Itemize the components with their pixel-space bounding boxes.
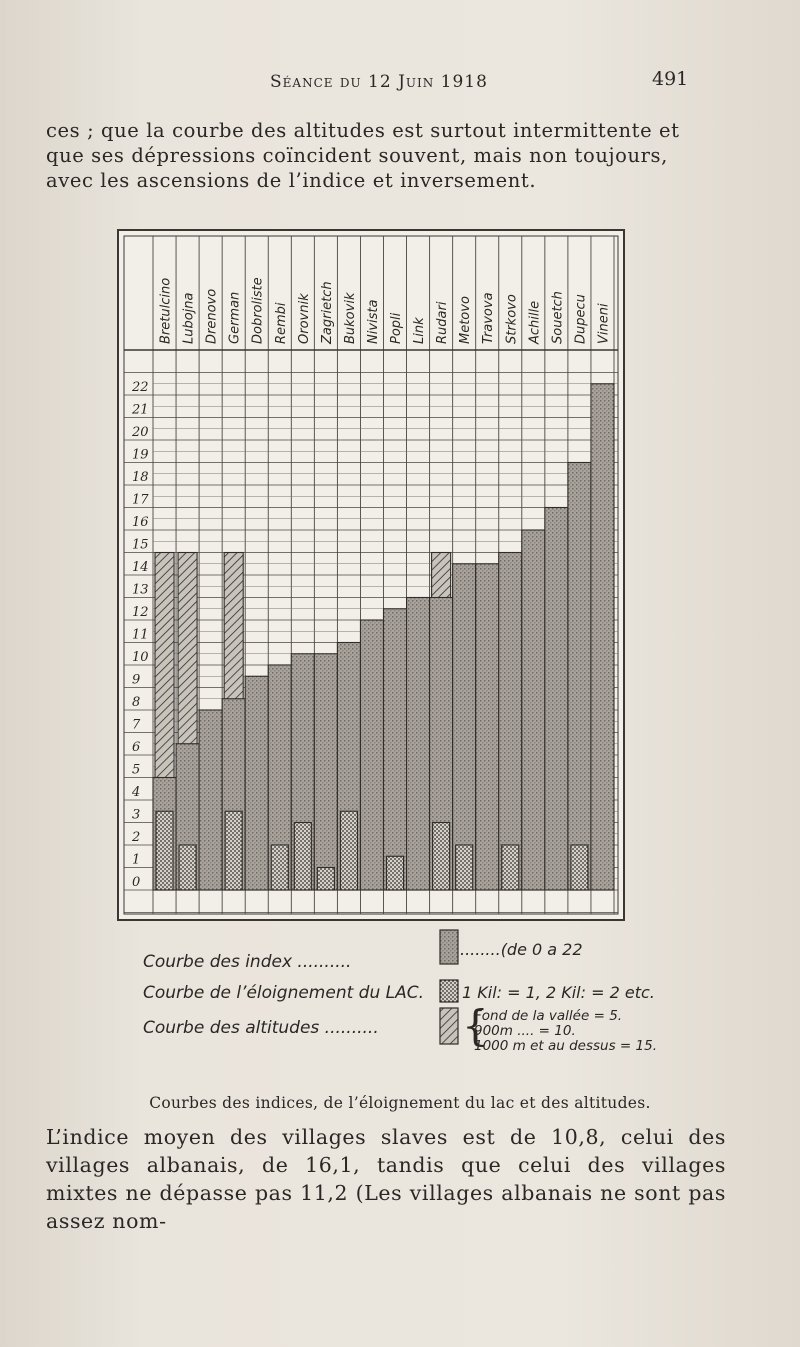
legend-note-altitude: 900m .... = 10. <box>474 1023 576 1039</box>
legend <box>143 930 657 1054</box>
legend-swatch-altitude <box>440 1008 458 1044</box>
legend-note-lake: 1 Kil: = 1, 2 Kil: = 2 etc. <box>462 983 655 1002</box>
intro-paragraph: ces ; que la courbe des altitudes est surtout intermittente et que ses dépressions coïncident souvent, mais non toujours, avec les ascensions de l’indice et inversement. <box>46 119 680 192</box>
y-tick-label: 16 <box>132 515 149 530</box>
category-label: Drenovo <box>204 288 220 344</box>
y-tick-label: 7 <box>132 717 141 733</box>
y-tick-label: 17 <box>132 492 149 508</box>
y-tick-label: 2 <box>132 830 141 845</box>
y-tick-label: 13 <box>132 582 149 598</box>
legend-brace: { <box>462 1001 489 1050</box>
bar-stipple <box>476 564 499 890</box>
legend-note-index: ........(de 0 a 22 <box>460 940 583 959</box>
bar-stipple <box>199 710 222 890</box>
legend-swatch-index <box>440 930 458 964</box>
y-tick-label: 0 <box>132 875 141 890</box>
category-label: Vineni <box>596 303 612 344</box>
category-label: Dobroliste <box>250 277 266 344</box>
bar-dots <box>271 845 288 890</box>
legend-note-altitude: Fond de la vallée = 5. <box>474 1008 623 1024</box>
bar-dots <box>571 845 588 890</box>
y-tick-label: 19 <box>132 447 149 463</box>
legend-label-altitude: Courbe des altitudes .......... <box>143 1018 379 1038</box>
y-tick-label: 6 <box>132 740 141 755</box>
category-label: Rembi <box>273 302 289 344</box>
figure-caption: Courbes des indices, de l’éloignement du lac et des altitudes. <box>149 1094 651 1112</box>
category-label: Travova <box>481 292 497 344</box>
y-tick-label: 10 <box>132 650 149 665</box>
y-tick-label: 11 <box>132 627 149 643</box>
bar-dots <box>225 811 242 890</box>
y-tick-label: 20 <box>132 425 149 440</box>
category-label: Metovo <box>458 296 474 344</box>
category-label: German <box>227 291 243 344</box>
bar-stipple <box>568 463 591 891</box>
bar-dots <box>456 845 473 890</box>
y-tick-label: 8 <box>132 695 141 710</box>
y-tick-label: 18 <box>132 470 149 485</box>
y-tick-label: 3 <box>132 807 141 823</box>
bar-stipple <box>499 553 522 891</box>
bar-dots <box>387 856 404 890</box>
bar-stipple <box>407 598 430 891</box>
y-tick-label: 4 <box>132 785 141 800</box>
category-label: Popli <box>389 312 405 344</box>
bar-stipple <box>360 620 383 890</box>
bar-stipple <box>453 564 476 890</box>
y-tick-label: 12 <box>132 605 149 620</box>
bar-stipple <box>384 609 407 890</box>
category-label: Zagrietch <box>319 281 335 344</box>
category-label: Nivista <box>365 299 381 344</box>
category-label: Link <box>412 317 428 344</box>
y-tick-label: 1 <box>132 852 141 868</box>
legend-label-lake: Courbe de l’éloignement du LAC. <box>143 983 425 1003</box>
bar-stipple <box>522 530 545 890</box>
y-tick-label: 21 <box>132 402 149 418</box>
closing-paragraph: L’indice moyen des villages slaves est de 10,8, celui des villages albanais, de 16,1, tandis que celui des villages mixtes ne dépasse pas 11,2 (Les villages albanais ne sont pas assez nom- <box>46 1125 726 1233</box>
bar-dots <box>179 845 196 890</box>
bar-dots <box>156 811 173 890</box>
y-tick-label: 15 <box>132 537 149 553</box>
y-tick-label: 22 <box>132 380 149 395</box>
legend-label-index: Courbe des index .......... <box>143 952 352 972</box>
bar-dots <box>317 868 334 891</box>
bar-dots <box>294 823 311 891</box>
category-label: Strkovo <box>504 294 520 344</box>
y-tick-label: 14 <box>132 560 149 575</box>
bar-dots <box>502 845 519 890</box>
running-title: Séance du 12 Juin 1918 <box>270 72 488 92</box>
bar-stipple <box>245 676 268 890</box>
bar-dots <box>433 823 450 891</box>
category-label: Bukovik <box>342 292 358 344</box>
page-number: 491 <box>652 68 689 90</box>
legend-note-altitude: 1000 m et au dessus = 15. <box>474 1038 657 1054</box>
category-label: Orovnik <box>296 293 312 344</box>
y-tick-label: 9 <box>132 672 141 688</box>
bar-dots <box>340 811 357 890</box>
category-label: Souetch <box>550 291 566 344</box>
bar-stipple <box>545 508 568 891</box>
category-label: Dupecu <box>573 294 589 344</box>
bar-stipple <box>314 654 337 890</box>
category-label: Rudari <box>435 301 451 344</box>
category-label: Bretulcino <box>158 277 174 344</box>
category-label: Achille <box>527 300 543 344</box>
legend-swatch-lake <box>440 980 458 1002</box>
bar-stipple <box>591 384 614 890</box>
category-label: Lubojna <box>181 292 197 344</box>
y-tick-label: 5 <box>132 762 141 778</box>
